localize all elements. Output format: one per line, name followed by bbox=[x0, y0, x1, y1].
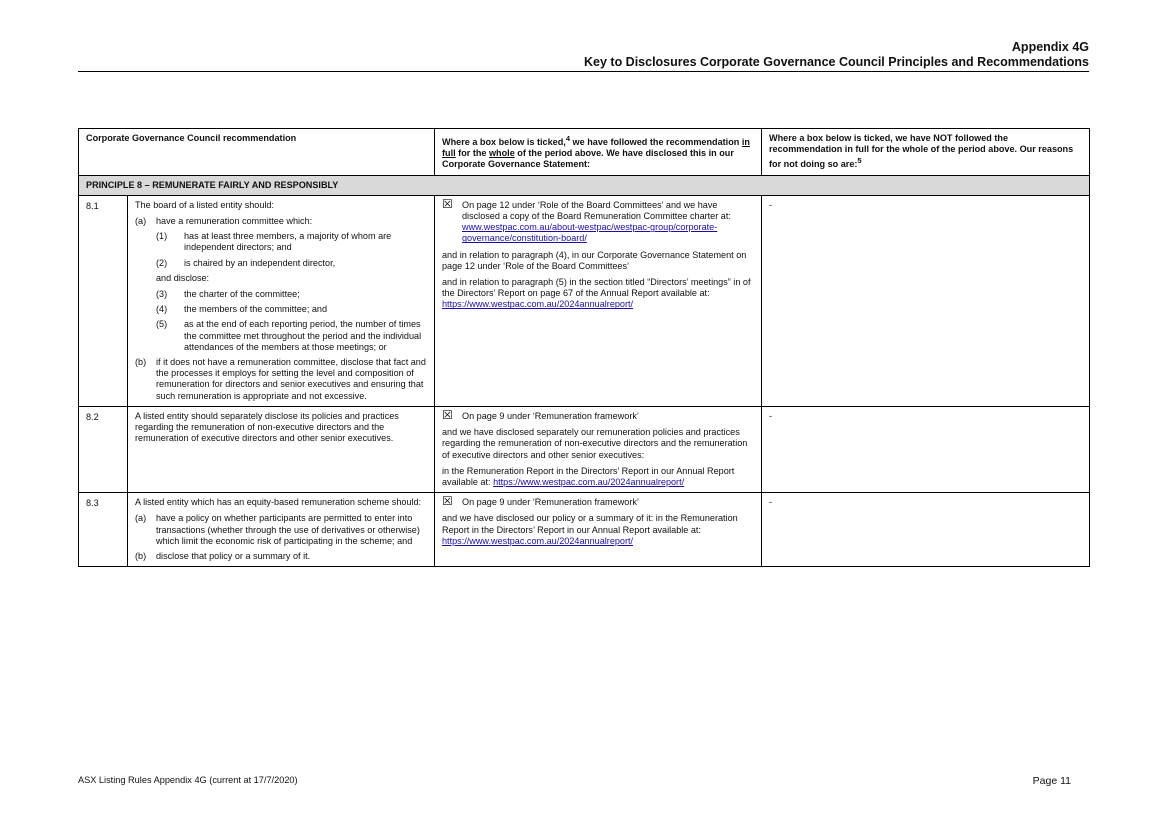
list-marker: (b) bbox=[135, 550, 147, 561]
list-text: disclose that policy or a summary of it. bbox=[156, 550, 311, 561]
disclosure-text: and in relation to paragraph (4), in our Corporate Governance Statement on page 12 under ‘Role of the Board Committees’ bbox=[442, 249, 747, 271]
not-followed-cell: - bbox=[762, 195, 1090, 406]
disclosure-text: and we have disclosed separately our remuneration policies and practices regarding the remuneration of non-executive directors and the remuneration of executive directors and other senior executives: bbox=[442, 427, 748, 460]
col-header-followed bbox=[435, 129, 762, 176]
disclosure-text-span: and in relation to paragraph (5) in the section titled “Directors’ meetings” in of the Directors’ Report on page 67 of the Annual Report available at: bbox=[442, 277, 751, 299]
list-marker: (a) bbox=[135, 216, 147, 227]
checked-box-icon[interactable]: ☒ bbox=[442, 494, 453, 509]
list-text: the charter of the committee; bbox=[184, 289, 300, 300]
disclosure-text: On page 9 under ‘Remuneration framework’ bbox=[462, 497, 639, 508]
list-item bbox=[135, 513, 427, 547]
list-marker: (3) bbox=[156, 289, 168, 300]
col2-header-text: Where a box below is ticked, bbox=[442, 137, 566, 148]
disclosure-check bbox=[442, 494, 754, 509]
footer-source: ASX Listing Rules Appendix 4G (current at 17/7/2020) bbox=[78, 775, 298, 785]
list-marker: (4) bbox=[156, 304, 168, 315]
disclosure-text-span: in the Remuneration Report in the Directors’ Report in our Annual Report available at: bbox=[442, 465, 735, 487]
appendix-label: Appendix 4G bbox=[1011, 40, 1089, 54]
list-text: the members of the committee; and bbox=[184, 304, 328, 315]
and-disclose-label: and disclose: bbox=[156, 272, 210, 283]
recommendation-intro: A listed entity which has an equity-based remuneration scheme should: bbox=[135, 497, 422, 508]
not-followed-cell: - bbox=[762, 493, 1090, 567]
col-header-not-followed bbox=[762, 129, 1090, 176]
document-title: Key to Disclosures Corporate Governance Council Principles and Recommendations bbox=[584, 55, 1089, 69]
disclosure-text-span: and we have disclosed our policy or a summary of it: in the Remuneration Report in the Directors’ Report in our Annual Report available at: bbox=[442, 513, 738, 535]
recommendation-intro: The board of a listed entity should: bbox=[135, 199, 275, 210]
recommendation-text bbox=[128, 493, 435, 567]
table-row bbox=[79, 493, 1090, 567]
list-text: have a policy on whether participants are permitted to enter into transactions (whether through the use of derivatives or otherwise) which limit the economic risk of participating in the scheme; and bbox=[156, 513, 420, 546]
sub-list bbox=[156, 231, 427, 353]
list-text: is chaired by an independent director, bbox=[184, 257, 336, 268]
disclosure-text bbox=[442, 277, 754, 311]
page-header bbox=[584, 40, 1089, 70]
principle-heading: PRINCIPLE 8 – REMUNERATE FAIRLY AND RESPONSIBLY bbox=[79, 175, 1090, 195]
followed-cell bbox=[435, 406, 762, 492]
list-marker: (1) bbox=[156, 231, 168, 242]
table-header-row bbox=[79, 129, 1090, 176]
footnote-ref: 4 bbox=[565, 134, 571, 143]
disclosure-check bbox=[442, 407, 754, 422]
list-item bbox=[156, 258, 427, 269]
governance-table bbox=[78, 128, 1090, 567]
followed-cell bbox=[435, 195, 762, 406]
list-item bbox=[156, 304, 427, 315]
list-marker: (5) bbox=[156, 319, 168, 330]
list-item bbox=[156, 289, 427, 300]
disclosure-check bbox=[442, 196, 754, 245]
disclosure-text: On page 12 under ‘Role of the Board Committees’ and we have disclosed a copy of the Board Remuneration Committee charter at: bbox=[462, 199, 731, 222]
list-text: as at the end of each reporting period, the number of times the committee met throughout the period and the individual attendances of the members at those meetings; or bbox=[184, 319, 422, 352]
disclosure-text bbox=[442, 513, 754, 547]
recommendation-text: A listed entity should separately disclose its policies and practices regarding the remuneration of non-executive directors and the remuneration of executive directors and other senior executives. bbox=[128, 406, 435, 492]
annual-report-link[interactable]: https://www.westpac.com.au/2024annualreport/ bbox=[442, 535, 634, 546]
list-item bbox=[156, 319, 427, 353]
table-row bbox=[79, 406, 1090, 492]
page-number: Page 11 bbox=[1032, 775, 1071, 787]
annual-report-link[interactable]: https://www.westpac.com.au/2024annualreport/ bbox=[442, 299, 634, 310]
list-text: have a remuneration committee which: bbox=[156, 216, 313, 227]
table-row bbox=[79, 195, 1090, 406]
col2-header-emphasis: in full bbox=[442, 137, 750, 159]
col-header-recommendation: Corporate Governance Council recommendation bbox=[79, 129, 435, 176]
col2-header-text: of the period above. We have disclosed this in our Corporate Governance Statement: bbox=[442, 148, 734, 170]
charter-link[interactable]: www.westpac.com.au/about-westpac/westpac-group/corporate-governance/constitution-board/ bbox=[462, 222, 718, 244]
list-item bbox=[135, 216, 427, 227]
recommendation-text bbox=[128, 195, 435, 406]
followed-cell bbox=[435, 493, 762, 567]
checked-box-icon[interactable]: ☒ bbox=[442, 196, 453, 211]
footnote-ref: 5 bbox=[857, 156, 862, 166]
annual-report-link[interactable]: https://www.westpac.com.au/2024annualreport/ bbox=[493, 476, 685, 487]
col2-header-text: for the bbox=[455, 148, 489, 159]
list-marker: (2) bbox=[156, 257, 168, 268]
disclosure-text: On page 9 under ‘Remuneration framework’ bbox=[462, 410, 639, 421]
principle-row bbox=[79, 175, 1090, 195]
recommendation-number: 8.3 bbox=[79, 493, 128, 567]
list-text: has at least three members, a majority of whom are independent directors; and bbox=[184, 231, 392, 253]
list-item bbox=[135, 357, 427, 402]
col2-header-emphasis: whole bbox=[488, 148, 515, 159]
list-text: if it does not have a remuneration committee, disclose that fact and the processes it employs for setting the level and composition of remuneration for directors and senior executives and ensuring that such remuneration is appropriate and not excessive. bbox=[156, 357, 426, 401]
recommendation-number: 8.1 bbox=[79, 195, 128, 406]
col3-header-text: Where a box below is ticked, we have NOT followed the recommendation in full for the whole of the period above. Our reasons for not doing so are: bbox=[769, 133, 1074, 170]
col2-header-text: we have followed the recommendation bbox=[570, 137, 742, 148]
list-marker: (b) bbox=[135, 357, 147, 368]
not-followed-cell: - bbox=[762, 406, 1090, 492]
disclosure-text bbox=[442, 466, 754, 488]
list-item bbox=[135, 551, 427, 562]
list-item bbox=[156, 231, 427, 253]
recommendation-number: 8.2 bbox=[79, 406, 128, 492]
list-marker: (a) bbox=[135, 513, 147, 524]
checked-box-icon[interactable]: ☒ bbox=[442, 407, 453, 422]
header-rule bbox=[78, 71, 1089, 72]
